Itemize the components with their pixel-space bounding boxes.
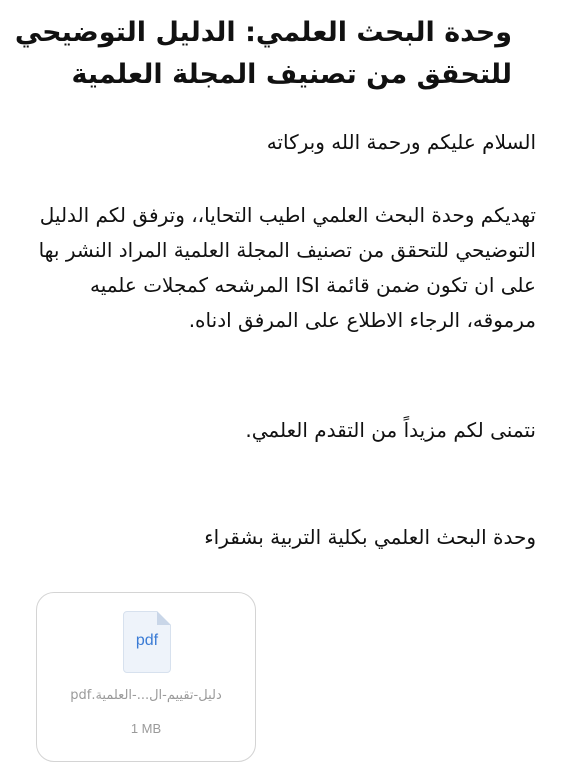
pdf-attachment-card[interactable] [36, 592, 256, 762]
page-fold-corner [157, 611, 171, 625]
email-body-paragraph: تهديكم وحدة البحث العلمي اطيب التحايا،، وترفق لكم الدليل التوضيحي للتحقق من تصنيف المجلة العلمية المراد النشر بها على ان تكون ضمن قائمة ISI المرشحه كمجلات علميه مرموقه، الرجاء الاطلاع على المرفق ادناه. [38, 203, 536, 332]
attachment-file-size: 1 MB [130, 721, 162, 736]
email-closing-wish: نتمنى لكم مزيداً من التقدم العلمي. [245, 418, 536, 442]
pdf-file-icon [123, 611, 171, 673]
email-greeting: السلام عليكم ورحمة الله وبركاته [266, 130, 536, 154]
attachment-file-name: دليل-تقييم-ال...-العلمية.pdf [70, 688, 222, 703]
email-signature: وحدة البحث العلمي بكلية التربية بشقراء [204, 525, 536, 549]
file-type-label: pdf [135, 632, 159, 649]
email-subject: وحدة البحث العلمي: الدليل التوضيحي للتحقق من تصنيف المجلة العلمية [14, 17, 512, 90]
